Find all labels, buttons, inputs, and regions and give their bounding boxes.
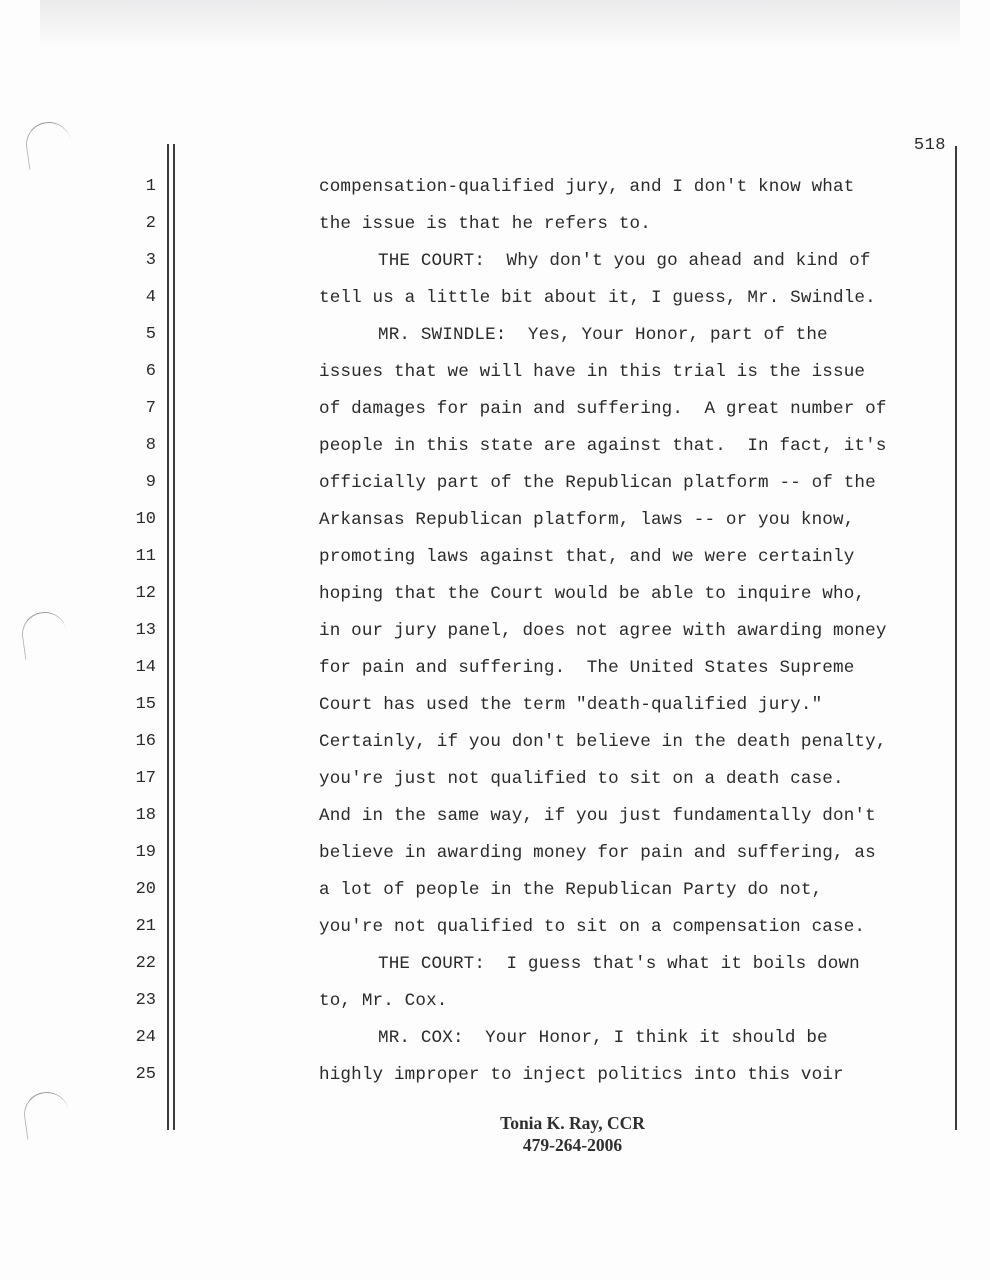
line-number: 21 [135, 917, 156, 936]
line-text: officially part of the Republican platform -- of the [319, 473, 876, 493]
transcript-line [0, 879, 990, 916]
binder-hole-mark [23, 119, 74, 170]
page-number: 518 [913, 136, 946, 155]
line-text: tell us a little bit about it, I guess, Mr. Swindle. [319, 288, 876, 308]
transcript-line [0, 1027, 990, 1064]
transcript-line [0, 990, 990, 1027]
line-text: THE COURT: Why don't you go ahead and kind of [378, 251, 871, 271]
line-number: 16 [135, 732, 156, 751]
line-text: highly improper to inject politics into this voir [319, 1065, 844, 1085]
line-text: MR. COX: Your Honor, I think it should be [378, 1028, 828, 1048]
transcript-line [0, 213, 990, 250]
line-text: of damages for pain and suffering. A great number of [319, 399, 887, 419]
line-text: Certainly, if you don't believe in the death penalty, [319, 732, 887, 752]
line-text: you're not qualified to sit on a compensation case. [319, 917, 866, 937]
line-text: THE COURT: I guess that's what it boils down [378, 954, 860, 974]
transcript-line [0, 176, 990, 213]
reporter-name: Tonia K. Ray, CCR [500, 1113, 645, 1133]
line-text: for pain and suffering. The United States Supreme [319, 658, 855, 678]
line-text: And in the same way, if you just fundamentally don't [319, 806, 876, 826]
line-number: 17 [135, 769, 156, 788]
transcript-line [0, 768, 990, 805]
transcript-line [0, 694, 990, 731]
line-number: 2 [145, 214, 156, 233]
line-number: 4 [145, 288, 156, 307]
transcript-line [0, 657, 990, 694]
transcript-line [0, 805, 990, 842]
line-number: 6 [145, 362, 156, 381]
line-text: Arkansas Republican platform, laws -- or you know, [319, 510, 855, 530]
reporter-phone: 479-264-2006 [522, 1135, 623, 1155]
transcript-line [0, 250, 990, 287]
line-number: 24 [135, 1028, 156, 1047]
transcript-line [0, 546, 990, 583]
transcript-line [0, 916, 990, 953]
line-number: 3 [145, 251, 156, 270]
line-number: 14 [135, 658, 156, 677]
scan-shadow [40, 0, 960, 50]
line-number: 20 [135, 880, 156, 899]
line-text: issues that we will have in this trial is the issue [319, 362, 866, 382]
line-number: 13 [135, 621, 156, 640]
transcript-line [0, 953, 990, 990]
line-text: promoting laws against that, and we were certainly [319, 547, 855, 567]
transcript-line [0, 842, 990, 879]
line-number: 19 [135, 843, 156, 862]
line-text: compensation-qualified jury, and I don't know what [319, 177, 855, 197]
line-number: 25 [135, 1065, 156, 1084]
line-text: MR. SWINDLE: Yes, Your Honor, part of the [378, 325, 828, 345]
line-number: 1 [145, 177, 156, 196]
line-number: 10 [135, 510, 156, 529]
transcript-line [0, 583, 990, 620]
line-number: 8 [145, 436, 156, 455]
line-number: 9 [145, 473, 156, 492]
line-text: Court has used the term "death-qualified jury." [319, 695, 823, 715]
transcript-line [0, 287, 990, 324]
transcript-line [0, 620, 990, 657]
transcript-line [0, 1064, 990, 1101]
transcript-line [0, 472, 990, 509]
line-number: 11 [135, 547, 156, 566]
transcript-line [0, 435, 990, 472]
transcript-line [0, 398, 990, 435]
line-number: 12 [135, 584, 156, 603]
line-number: 15 [135, 695, 156, 714]
line-text: you're just not qualified to sit on a death case. [319, 769, 844, 789]
transcript-line [0, 361, 990, 398]
line-text: a lot of people in the Republican Party do not, [319, 880, 823, 900]
line-number: 18 [135, 806, 156, 825]
line-text: people in this state are against that. In fact, it's [319, 436, 887, 456]
line-number: 22 [135, 954, 156, 973]
line-text: believe in awarding money for pain and suffering, as [319, 843, 876, 863]
line-number: 23 [135, 991, 156, 1010]
line-number: 7 [145, 399, 156, 418]
line-text: in our jury panel, does not agree with awarding money [319, 621, 887, 641]
transcript-line [0, 731, 990, 768]
transcript-line [0, 509, 990, 546]
line-text: hoping that the Court would be able to inquire who, [319, 584, 866, 604]
line-text: to, Mr. Cox. [319, 991, 448, 1011]
transcript-line [0, 324, 990, 361]
line-number: 5 [145, 325, 156, 344]
line-text: the issue is that he refers to. [319, 214, 651, 234]
